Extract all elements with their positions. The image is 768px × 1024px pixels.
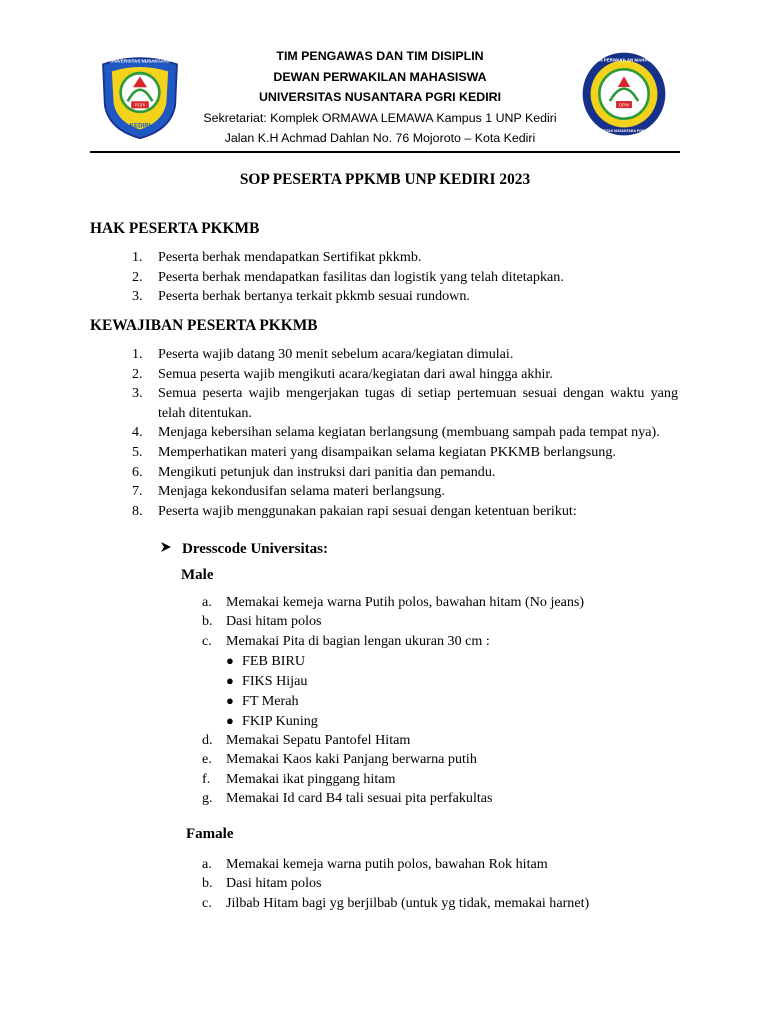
logo-right-text-top: DEWAN PERWAKILAN MAHASISWA [586,57,662,63]
list-item: 3. Peserta berhak bertanya terkait pkkmb sesuai rundown. [132,288,470,305]
bullet-dot-icon: ● [226,653,234,668]
list-item: 2. Peserta berhak mendapatkan fasilitas dan logistik yang telah ditetapkan. [132,268,564,285]
dresscode-heading [160,541,328,558]
org-line-3: UNIVERSITAS NUSANTARA PGRI KEDIRI [258,90,502,105]
list-item: a. Memakai kemeja warna putih polos, bawahan Rok hitam [202,856,548,872]
list-item: b. Dasi hitam polos [202,875,322,892]
list-item: 1. Peserta berhak mendapatkan Sertifikat pkkmb. [132,249,422,265]
list-item: f. Memakai ikat pinggang hitam [202,770,396,787]
male-list-a [180,593,680,651]
section-heading-hak: HAK PESERTA PKKMB [90,220,260,237]
list-item: 7. Menjaga kekondusifan selama materi berlangsung. [132,483,445,500]
list-item: ● FT Merah [226,693,299,709]
list-item: ● FKIP Kuning [226,713,318,729]
logo-right-text-bottom: UNIVERSITAS NUSANTARA PGRI KEDIRI [589,128,659,133]
list-item: e. Memakai Kaos kaki Panjang berwarna putih [202,751,477,768]
org-line-1: TIM PENGAWAS DAN TIM DISIPLIN [276,49,484,63]
pita-list [226,651,318,731]
male-list-b [180,731,680,809]
document-title: SOP PESERTA PPKMB UNP KEDIRI 2023 [239,171,531,188]
dpm-logo-icon [580,50,668,138]
list-item: 3. Semua peserta wajib mengerjakan tugas di setiap pertemuan sesuai dengan waktu yang telah ditentukan. [132,385,678,421]
logo-left-badge: PGRI [134,102,146,108]
list-item: g. Memakai Id card B4 tali sesuai pita perfakultas [202,790,493,807]
hak-list [90,248,678,307]
list-item: ● FIKS Hijau [226,673,308,689]
list-item: c. Jilbab Hitam bagi yg berjilbab (untuk yg tidak, memakai harnet) [202,894,590,911]
bullet-dot-icon: ● [226,713,234,728]
list-item: 1. Peserta wajib datang 30 menit sebelum acara/kegiatan dimulai. [132,346,514,362]
letterhead-divider [90,151,680,153]
list-item: 6. Mengikuti petunjuk dan instruksi dari panitia dan pemandu. [132,463,496,480]
address-line-1: Sekretariat: Komplek ORMAWA LEMAWA Kampus 1 UNP Kediri [203,110,557,125]
arrowhead-bullet-icon [160,541,182,558]
university-logo-icon [96,52,184,140]
list-item: 2. Semua peserta wajib mengikuti acara/kegiatan dari awal hingga akhir. [132,365,553,382]
org-line-2: DEWAN PERWAKILAN MAHASISWA [273,69,487,84]
list-item: 4. Menjaga kebersihan selama kegiatan berlangsung (membuang sampah pada tempat nya). [132,424,660,441]
logo-left-text-bottom: KEDIRI [129,122,151,130]
kewajiban-list [90,345,678,521]
section-heading-kewajiban: KEWAJIBAN PESERTA PKKMB [90,317,318,334]
list-item: ● FEB BIRU [226,653,306,669]
list-item: c. Memakai Pita di bagian lengan ukuran 30 cm : [202,632,490,649]
letterhead-text [190,46,570,149]
logo-left-text-top: UNIVERSITAS NUSANTARA [109,58,171,64]
logo-right-badge: DPM [619,102,629,108]
letterhead [90,40,680,152]
list-item: 8. Peserta wajib menggunakan pakaian rapi sesuai dengan ketentuan berikut: [132,502,577,519]
dresscode-heading-text: Dresscode Universitas: [182,541,328,557]
list-item: b. Dasi hitam polos [202,613,322,630]
male-heading: Male [181,567,214,583]
bullet-dot-icon: ● [226,673,234,688]
female-list [180,855,680,913]
list-item: a. Memakai kemeja warna Putih polos, bawahan hitam (No jeans) [202,594,585,610]
list-item: d. Memakai Sepatu Pantofel Hitam [202,732,411,748]
address-line-2: Jalan K.H Achmad Dahlan No. 76 Mojoroto – Kota Kediri [224,131,536,146]
list-item: 5. Memperhatikan materi yang disampaikan selama kegiatan PKKMB berlangsung. [132,443,616,460]
female-heading: Famale [186,826,234,842]
bullet-dot-icon: ● [226,693,234,708]
